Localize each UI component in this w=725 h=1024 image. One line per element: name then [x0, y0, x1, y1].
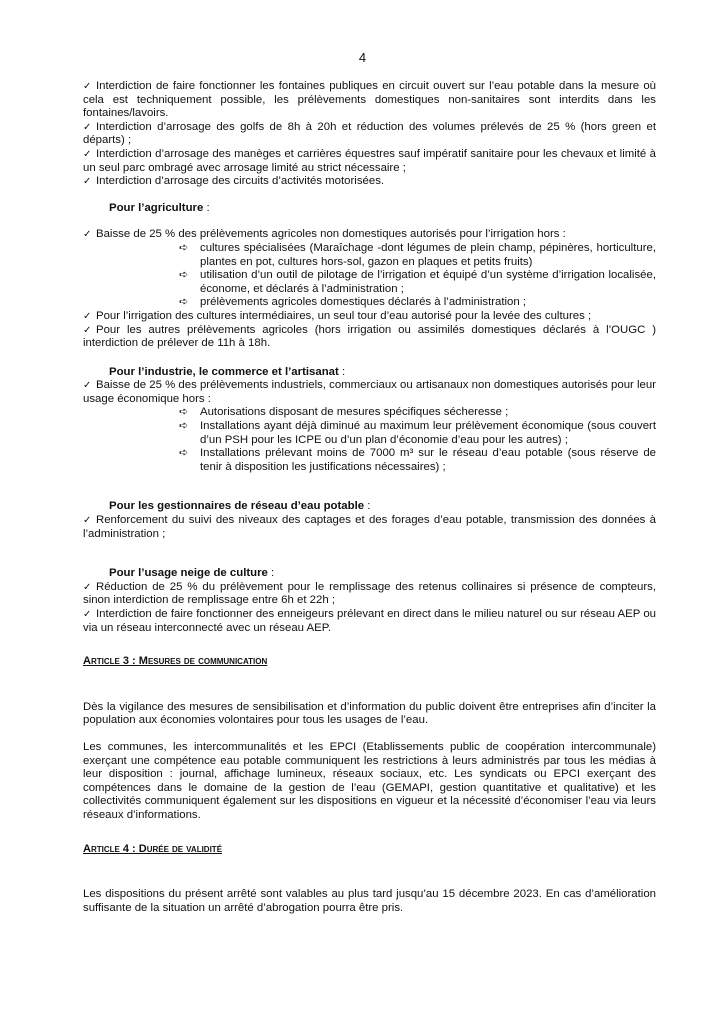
arrow-icon: ➪: [179, 296, 189, 309]
checkmark-icon: ✓: [83, 380, 92, 392]
list-item: ✓ Réduction de 25 % du prélèvement pour le remplissage des retenus collinaires si présence de compteurs, sinon interdiction de remplissage entre 6h et 22h ;: [83, 580, 656, 607]
article-4-title: Article 4 : Durée de validité: [83, 842, 223, 855]
paragraph: Les dispositions du présent arrêté sont valables au plus tard jusqu’au 15 décembre 2023. En cas d’amélioration suffisante de la situation un arrêté d’abrogation pourra être pris.: [83, 888, 656, 914]
paragraph: Les communes, les intercommunalités et les EPCI (Etablissements public de coopération intercommunale) exerçant une compétence eau potable communiquent les restrictions à leurs administrés par tous les médias à leur disposition : journal, affichage lumineux, réseaux sociaux, etc. Les syndicats ou EPCI exerçant des compétences dans le domaine de la gestion de l’eau (GEMAPI, gestion quantitative et qualitative) et les collectivités communiquent également sur les dispositions en vigueur et la nécessité d’économiser l’eau via leurs réseaux d’informations.: [83, 740, 656, 821]
checkmark-icon: ✓: [83, 121, 92, 133]
paragraph: Dès la vigilance des mesures de sensibilisation et d’information du public doivent être entreprises afin d’inciter la population aux économies volontaires pour tous les usages de l’eau.: [83, 700, 656, 727]
checkmark-icon: ✓: [83, 324, 92, 336]
checkmark-icon: ✓: [83, 229, 92, 241]
checkmark-icon: ✓: [83, 176, 92, 188]
list-item: ✓ Pour l’irrigation des cultures intermédiaires, un seul tour d’eau autorisé pour la levée des cultures ;: [83, 309, 592, 322]
list-item: ✓ Interdiction d’arrosage des golfs de 8h à 20h et réduction des volumes prélevés de 25 % (hors green et départs) ;: [83, 120, 656, 147]
sub-list-item: ➪ Installations prélevant moins de 7000 m³ sur le réseau d’eau potable (sous réserve de tenir à disposition les justifications nécessaires) ;: [179, 447, 656, 473]
checkmark-icon: ✓: [83, 81, 92, 92]
checkmark-icon: ✓: [83, 310, 92, 322]
checkmark-icon: ✓: [83, 609, 92, 620]
page-number: 4: [358, 50, 367, 65]
article-3-title: Article 3 : Mesures de communication: [83, 655, 268, 668]
list-item: ✓ Interdiction d’arrosage des circuits d’activités motorisées.: [83, 175, 385, 188]
sub-list-item: ➪ cultures spécialisées (Maraîchage -dont légumes de plein champ, pépinères, horticulture, plantes en pot, cultures hors-sol, gazon en plaques et petits fruits): [179, 241, 656, 268]
arrow-icon: ➪: [179, 406, 189, 419]
sub-list-item: ➪ utilisation d’un outil de pilotage de l’irrigation et équipé d’un système d’irrigation localisée, économe, et déclarés à l’administration ;: [179, 269, 656, 295]
sub-list-item: ➪ Autorisations disposant de mesures spécifiques sécheresse ;: [179, 406, 509, 419]
section-heading-agriculture: Pour l’agriculture :: [109, 201, 210, 214]
page-content: [83, 80, 656, 915]
arrow-icon: ➪: [179, 269, 189, 282]
arrow-icon: ➪: [179, 447, 189, 460]
checkmark-icon: ✓: [83, 148, 92, 160]
sub-list-item: ➪ prélèvements agricoles domestiques déclarés à l’administration ;: [179, 296, 527, 309]
checkmark-icon: ✓: [83, 515, 92, 527]
list-item: ✓ Baisse de 25 % des prélèvements agricoles non domestiques autorisés pour l’irrigation hors :: [83, 228, 566, 241]
section-heading-neige: Pour l’usage neige de culture :: [109, 567, 275, 580]
arrow-icon: ➪: [179, 241, 189, 254]
list-item: ✓ Renforcement du suivi des niveaux des captages et des forages d’eau potable, transmission des données à l’administration ;: [83, 514, 656, 540]
list-item: ✓ Pour les autres prélèvements agricoles (hors irrigation ou assimilés domestiques déclarés à l’OUGC ) interdiction de prélever de 11h à 18h.: [83, 323, 656, 350]
arrow-icon: ➪: [179, 420, 189, 433]
list-item: ✓ Baisse de 25 % des prélèvements industriels, commerciaux ou artisanaux non domestiques autorisés pour leur usage économique hors :: [83, 379, 656, 405]
list-item: ✓ Interdiction de faire fonctionner les fontaines publiques en circuit ouvert sur l’eau potable dans la mesure où cela est techniquement possible, les prélèvements domestiques non-sanitaires sont interdits dans les fontaines/lavoirs.: [83, 80, 656, 120]
list-item: ✓ Interdiction de faire fonctionner des enneigeurs prélevant en direct dans le milieu naturel ou sur réseau AEP ou via un réseau interconnecté avec un réseau AEP.: [83, 608, 656, 634]
list-item: ✓ Interdiction d’arrosage des manèges et carrières équestres sauf impératif sanitaire pour les chevaux et limité à un seul parc ombragé avec arrosage limité au strict nécessaire ;: [83, 147, 656, 174]
section-heading-gestionnaires: Pour les gestionnaires de réseau d’eau potable :: [109, 500, 371, 513]
sub-list-item: ➪ Installations ayant déjà diminué au maximum leur prélèvement économique (sous couvert d’un PSH pour les ICPE ou d’un plan d’économie d’eau pour les autres) ;: [179, 420, 656, 446]
checkmark-icon: ✓: [83, 581, 92, 593]
section-heading-industrie: Pour l’industrie, le commerce et l’artisanat :: [109, 365, 346, 378]
